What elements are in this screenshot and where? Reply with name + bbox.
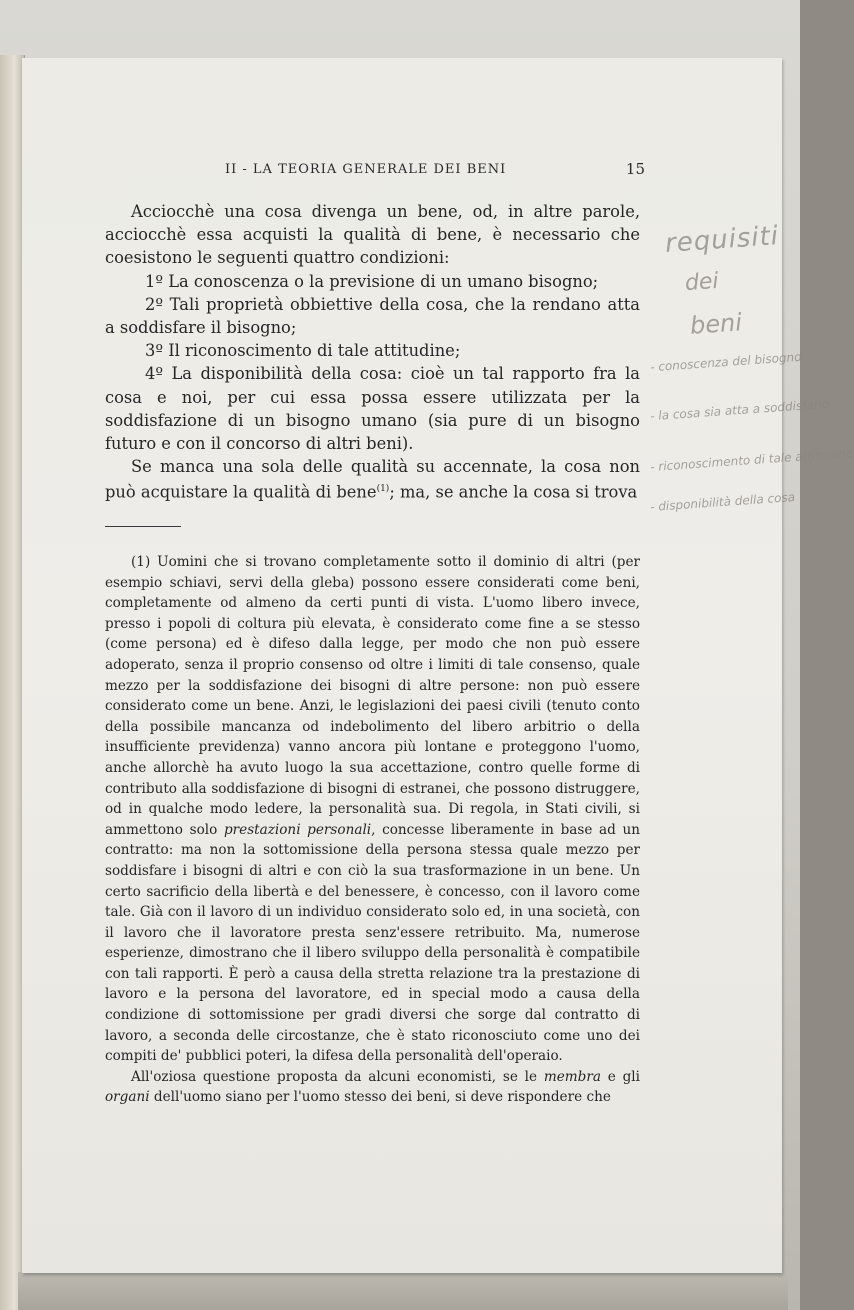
footnote-text: dell'uomo siano per l'uomo stesso dei beni, si deve rispondere che	[149, 1089, 611, 1106]
footnote-paragraph-2	[105, 1067, 640, 1108]
margin-note: dei	[684, 268, 720, 297]
footnote-text: e gli	[600, 1068, 640, 1085]
margin-note: - conoscenza del bisogno	[649, 349, 802, 375]
margin-note: beni	[689, 308, 743, 340]
footnote-paragraph-1	[105, 552, 640, 1067]
footnote-text: , concesse liberamente in base ad un contratto: ma non la sottomissione della persona stessa quale mezzo per soddisfare i bisogni di altri e con ciò la sua trasformazione in un bene. Un certo sacrificio della libertà e del benessere, è concesso, con il lavoro come tale. Già con il lavoro di un individuo considerato solo ed, in una società, con il lavoro che il lavoratore presta senz'essere retribuito. Ma, numerose esperienze, dimostrano che il libero sviluppo della personalità è compatibile con tali rapporti. È però a causa della stretta relazione tra la prestazione di lavoro e la persona del lavoratore, ed in special modo a causa della condizione di sottomissione per gradi diversi che sorge dal contratto di lavoro, a seconda delle circostanze, che è stato riconosciuto come uno dei compiti de' pubblici poteri, la difesa della personalità dell'operaio.	[105, 821, 640, 1065]
footnote-emphasis: prestazioni personali	[223, 821, 372, 838]
footnote-ref: (1)	[376, 484, 390, 495]
page-number: 15	[625, 160, 645, 178]
margin-note: - disponibilità della cosa	[649, 489, 796, 515]
margin-note: - la cosa sia atta a soddisfarlo	[649, 396, 830, 424]
footnote-divider	[105, 526, 181, 527]
footnote-text: All'oziosa questione proposta da alcuni economisti, se le	[131, 1068, 544, 1085]
closing-text-a: Se manca una sola delle qualità su accennate, la cosa non può acquistare la qualità di bene	[105, 457, 640, 502]
condition-4: 4º La disponibilità della cosa: cioè un tal rapporto fra la cosa e noi, per cui essa possa essere utilizzata per la soddisfazione di un bisogno umano (sia pure di un bisogno futuro e con il concorso di altri beni).	[105, 364, 640, 454]
closing-paragraph	[105, 455, 640, 504]
condition-2: 2º Tali proprietà obbiettive della cosa, che la rendano atta a soddisfare il bisogno;	[105, 294, 640, 338]
condition-3: 3º Il riconoscimento di tale attitudine;	[145, 341, 461, 361]
page-shadow	[18, 1272, 788, 1310]
closing-text-b: ; ma, se anche la cosa si trova	[389, 482, 638, 502]
margin-note: - riconoscimento di tale attitudine	[649, 445, 854, 475]
footnote-emphasis: organi	[105, 1089, 150, 1106]
footnote-text: (1) Uomini che si trovano completamente sotto il dominio di altri (per esempio schiavi, servi della gleba) possono essere considerati come beni, completamente od almeno da certi punti di vista. L'uomo libero invece, presso i popoli di coltura più elevata, è considerato come fine a se stesso (come persona) ed è difeso dalla legge, per modo che non può essere adoperato, senza il proprio consenso od oltre i limiti di tale consenso, quale mezzo per la soddisfazione dei bisogni di altre persone: non può essere considerato come un bene. Anzi, le legislazioni dei paesi civili (tenuto conto della possibile mancanza od indebolimento del libero arbitrio o della insufficiente previdenza) vanno ancora più lontane e proteggono l'uomo, anche allorchè ha avuto luogo la sua accettazione, contro quelle forme di contributo alla soddisfazione di bisogni di estranei, che possono distruggere, od in qualche modo ledere, la personalità sua. Di regola, in Stati civili, si ammettono solo	[105, 554, 640, 838]
main-text	[105, 200, 640, 504]
running-title: II - LA TEORIA GENERALE DEI BENI	[225, 162, 507, 177]
footnote-emphasis: membra	[543, 1068, 601, 1085]
condition-1: 1º La conoscenza o la previsione di un umano bisogno;	[145, 271, 599, 291]
handwritten-marginalia	[645, 221, 854, 545]
margin-note: requisiti	[664, 221, 781, 259]
footnote	[105, 552, 640, 1108]
running-head	[225, 162, 645, 182]
intro-paragraph: Acciocchè una cosa divenga un bene, od, in altre parole, acciocchè essa acquisti la qualità di bene, è necessario che coesistono le seguenti quattro condizioni:	[105, 202, 640, 268]
